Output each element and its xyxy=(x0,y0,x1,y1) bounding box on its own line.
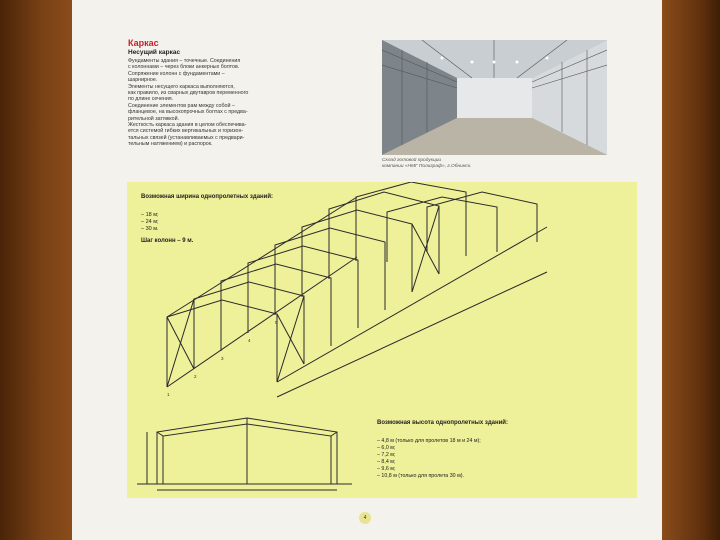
height-item: – 4,8 м (только для пролетов 18 м и 24 м); xyxy=(377,438,481,444)
width-item: – 30 м. xyxy=(141,226,159,232)
heights-list xyxy=(377,438,481,480)
height-item: – 10,8 м (только для пролета 30 м). xyxy=(377,473,464,479)
height-item: – 8,4 м; xyxy=(377,459,396,465)
frame-3d-drawing xyxy=(127,182,637,412)
cross-section-drawing xyxy=(137,414,352,492)
photo-caption: Склад готовой продукции компании «НМГ Полиграф», г.Обнинск. xyxy=(382,158,472,169)
section-title: Каркас xyxy=(128,38,159,48)
widths-title: Возможная ширина однопролетных зданий: xyxy=(141,194,274,200)
svg-text:2: 2 xyxy=(194,374,197,379)
svg-text:4: 4 xyxy=(248,338,251,343)
widths-list xyxy=(141,212,159,233)
height-item: – 9,6 м; xyxy=(377,466,396,472)
subtitle: Несущий каркас xyxy=(128,49,181,56)
body-text: Фундаменты здания – точечные. Соединения с колоннами – через блоки анкерных болтов. Сопряжение колонн с фундаментами – шарнирное. Элементы несущего каркаса выполняются, как правило, из сварных двутавров переменного по длине сечения. Соединение элементов рам между собой – фланцевое, на высокопрочных болтах с предва- рительной затяжкой. Жесткость каркаса здания в целом обеспечива- ется системой гибких вертикальных и горизон- тальных связей (устанавливаемых с предвари- тельным натяжением) и распорок. xyxy=(128,58,249,148)
background-left xyxy=(0,0,72,540)
background-right xyxy=(662,0,720,540)
svg-text:1: 1 xyxy=(167,392,170,397)
document-page xyxy=(72,0,662,540)
column-step: Шаг колонн – 9 м. xyxy=(141,238,194,244)
page-number: 4 xyxy=(359,512,371,524)
heights-title: Возможная высота однопролетных зданий: xyxy=(377,420,508,426)
frame-panel xyxy=(127,182,637,498)
svg-text:5: 5 xyxy=(275,320,278,325)
width-item: – 24 м; xyxy=(141,219,159,225)
height-item: – 7,2 м; xyxy=(377,452,396,458)
warehouse-photo xyxy=(382,40,607,155)
width-item: – 18 м; xyxy=(141,212,159,218)
svg-text:3: 3 xyxy=(221,356,224,361)
height-item: – 6,0 м; xyxy=(377,445,396,451)
